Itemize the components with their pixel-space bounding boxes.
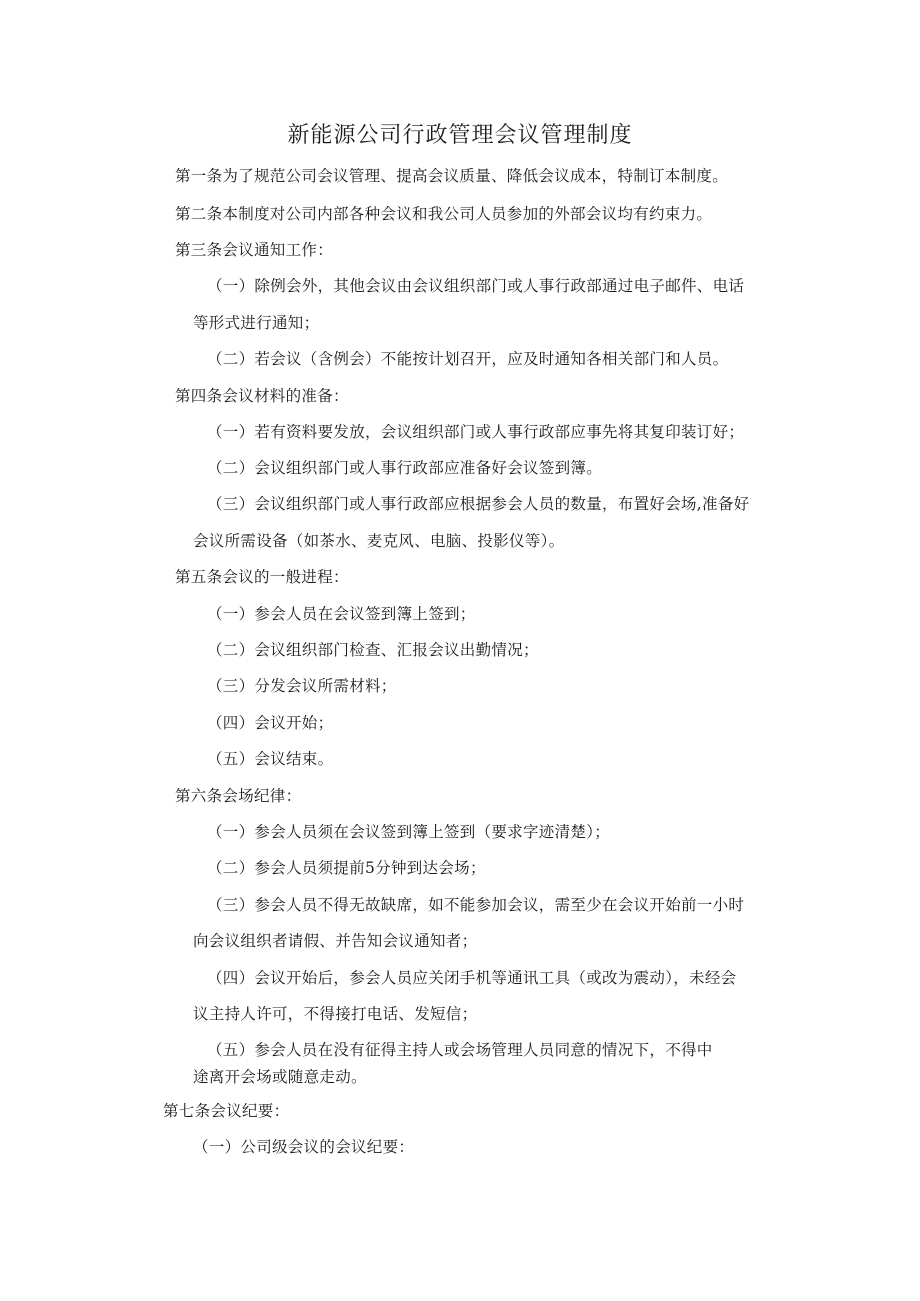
article-5-item-3: （三）分发会议所需材料； (207, 677, 397, 695)
article-4-item-1: （一）若有资料要发放，会议组织部门或人事行政部应事先将其复印装订好； (207, 423, 745, 441)
article-6-item-1: （一）参会人员须在会议签到簿上签到（要求字迹清楚）； (207, 823, 611, 841)
article-6-item-4-cont: 议主持人许可，不得接打电话、发短信； (193, 1005, 478, 1023)
article-6-item-2: （二）参会人员须提前5分钟到达会场； (207, 859, 486, 877)
article-6-item-3: （三）参会人员不得无故缺席，如不能参加会议，需至少在会议开始前一小时 (207, 896, 745, 914)
article-3-heading: 第三条会议通知工作： (175, 241, 334, 259)
article-3-item-2: （二）若会议（含例会）不能按计划召开，应及时通知各相关部门和人员。 (207, 350, 729, 368)
article-4-item-3-cont: 会议所需设备（如茶水、麦克风、电脑、投影仪等）。 (193, 532, 565, 550)
article-2: 第二条本制度对公司内部各种会议和我公司人员参加的外部会议均有约束力。 (175, 205, 713, 223)
article-5-item-5: （五）会议结束。 (207, 750, 334, 768)
article-5-item-4: （四）会议开始； (207, 714, 334, 732)
article-6-item-5-cont: 途离开会场或随意走动。 (193, 1068, 367, 1086)
article-6-heading: 第六条会场纪律： (175, 787, 302, 805)
article-4-item-3: （三）会议组织部门或人事行政部应根据参会人员的数量，布置好会场,准备好 (207, 495, 750, 513)
article-5-heading: 第五条会议的一般进程： (175, 568, 349, 586)
article-4-item-2: （二）会议组织部门或人事行政部应准备好会议签到簿。 (207, 459, 603, 477)
article-4-heading: 第四条会议材料的准备： (175, 387, 349, 405)
article-7-heading: 第七条会议纪要： (163, 1102, 290, 1120)
article-3-item-1-cont: 等形式进行通知； (193, 314, 320, 332)
article-6-item-4: （四）会议开始后，参会人员应关闭手机等通讯工具（或改为震动），未经会 (207, 969, 737, 987)
article-3-item-1: （一）除例会外，其他会议由会议组织部门或人事行政部通过电子邮件、电话 (207, 277, 745, 295)
article-6-item-3-cont: 向会议组织者请假、并告知会议通知者； (193, 932, 478, 950)
article-7-item-1: （一）公司级会议的会议纪要： (193, 1138, 415, 1156)
article-5-item-1: （一）参会人员在会议签到簿上签到； (207, 605, 476, 623)
article-5-item-2: （二）会议组织部门检查、汇报会议出勤情况； (207, 641, 539, 659)
article-6-item-5: （五）参会人员在没有征得主持人或会场管理人员同意的情况下，不得中 (207, 1041, 713, 1059)
article-1: 第一条为了规范公司会议管理、提高会议质量、降低会议成本，特制订本制度。 (175, 167, 729, 185)
document-title: 新能源公司行政管理会议管理制度 (287, 123, 633, 148)
